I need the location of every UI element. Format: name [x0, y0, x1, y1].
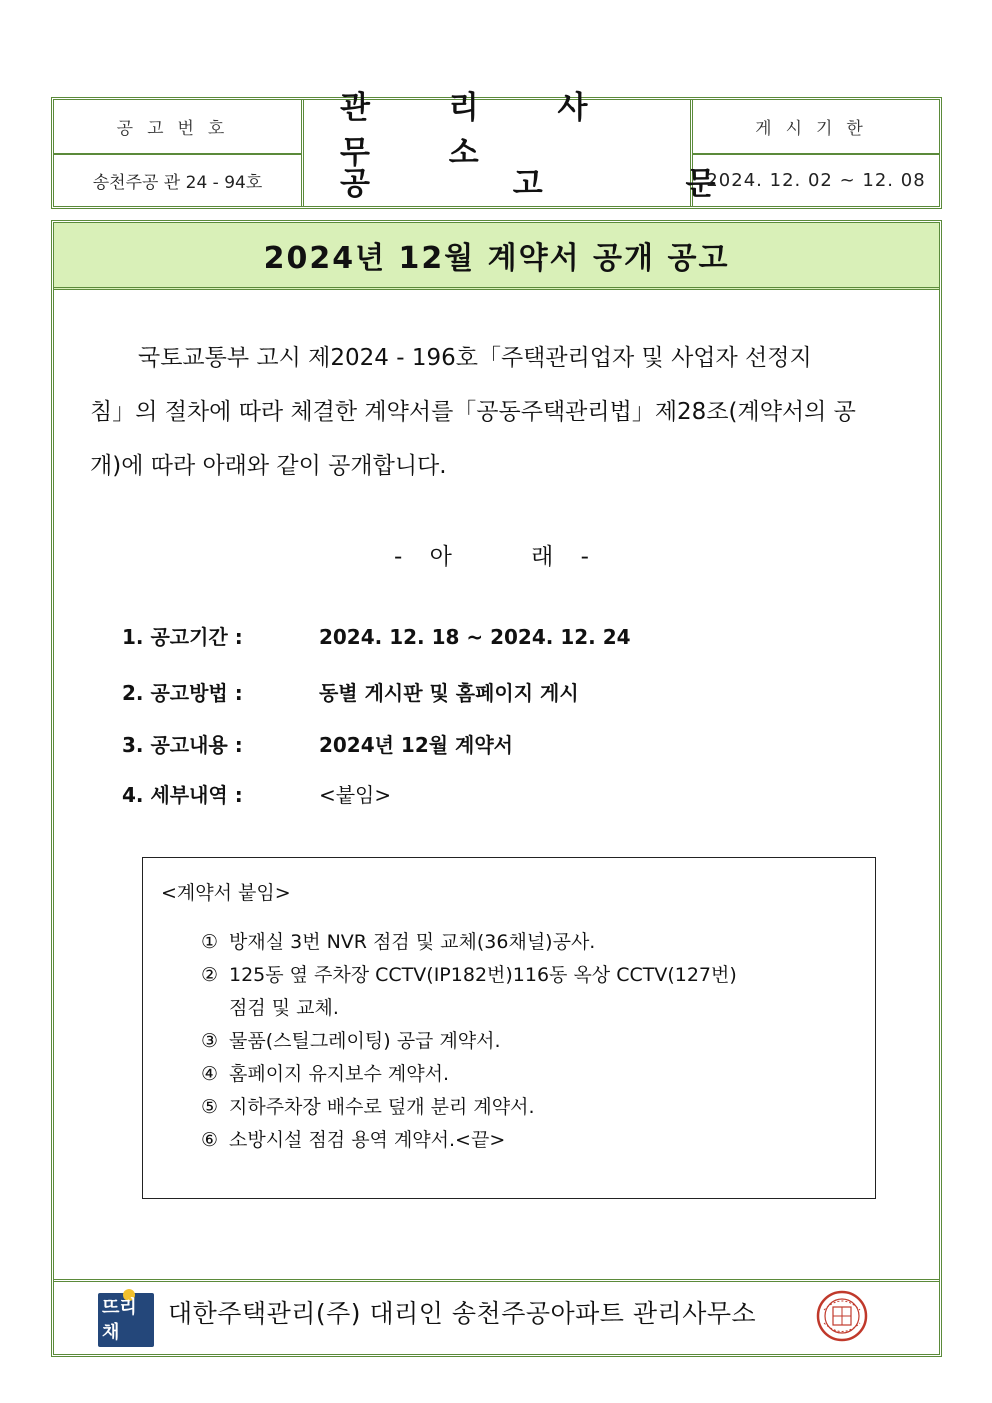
list-item	[201, 959, 737, 992]
notice-number: 송천주공 관 24 - 94호	[92, 173, 263, 193]
item-value: <붙임>	[318, 783, 392, 807]
list-text: 점검 및 교체.	[229, 997, 339, 1019]
footer	[54, 1279, 939, 1354]
list-marker: ③	[201, 1030, 219, 1052]
official-seal-icon	[816, 1290, 868, 1342]
company-logo-icon	[98, 1293, 154, 1347]
office-title-line2: 공 고 문	[340, 165, 750, 202]
attachment-box	[142, 857, 876, 1199]
list-item	[201, 1124, 737, 1157]
list-text: 지하주차장 배수로 덮개 분리 계약서.	[229, 1096, 535, 1118]
list-item-continuation	[201, 992, 737, 1025]
list-item	[201, 926, 737, 959]
office-title-line1: 관 리 사 무 소	[340, 90, 622, 171]
item-label: 1. 공고기간 :	[122, 625, 243, 649]
body-line-2: 침」의 절차에 따라 체결한 계약서를「공동주택관리법」제28조(계약서의 공	[90, 399, 856, 425]
attachment-title: <계약서 붙임>	[161, 882, 291, 904]
item-value: 동별 게시판 및 홈페이지 게시	[318, 681, 579, 705]
notice-number-label: 공고번호	[116, 119, 239, 139]
list-text: 방재실 3번 NVR 점검 및 교체(36채널)공사.	[229, 931, 596, 953]
item-label: 2. 공고방법 :	[122, 681, 243, 705]
posting-period: 2024. 12. 02 ~ 12. 08	[706, 170, 926, 191]
body-line-3: 개)에 따라 아래와 같이 공개합니다.	[90, 453, 447, 479]
logo-text: 뜨리채	[102, 1297, 137, 1343]
list-marker: ④	[201, 1063, 219, 1085]
item-label: 3. 공고내용 :	[122, 733, 243, 757]
below-heading: - 아 래 -	[394, 544, 599, 570]
item-value: 2024년 12월 계약서	[318, 733, 513, 757]
list-marker: ②	[201, 964, 219, 986]
notice-frame	[51, 220, 942, 1357]
body-line-1: 국토교통부 고시 제2024 - 196호「주택관리업자 및 사업자 선정지	[138, 345, 812, 371]
list-text: 소방시설 점검 용역 계약서.<끝>	[229, 1129, 506, 1151]
list-marker: ⑥	[201, 1129, 219, 1151]
item-method	[122, 677, 579, 706]
list-item	[201, 1025, 737, 1058]
list-item	[201, 1058, 737, 1091]
list-text: 물품(스틸그레이팅) 공급 계약서.	[229, 1030, 501, 1052]
header-table	[51, 90, 942, 209]
item-details	[122, 779, 391, 808]
list-text: 125동 옆 주차장 CCTV(IP182번)116동 옥상 CCTV(127번)	[229, 964, 737, 986]
body-paragraph	[90, 328, 910, 496]
list-text: 홈페이지 유지보수 계약서.	[229, 1063, 450, 1085]
item-value: 2024. 12. 18 ~ 2024. 12. 24	[318, 625, 631, 649]
list-marker: ⑤	[201, 1096, 219, 1118]
list-item	[201, 1091, 737, 1124]
list-marker: ①	[201, 931, 219, 953]
item-content	[122, 729, 513, 758]
posting-period-label: 게시기한	[755, 119, 877, 139]
attachment-list	[201, 926, 737, 1157]
item-period	[122, 621, 631, 650]
item-label: 4. 세부내역 :	[122, 783, 243, 807]
notice-title: 2024년 12월 계약서 공개 공고	[54, 223, 939, 290]
footer-issuer: 대한주택관리(주) 대리인 송천주공아파트 관리사무소	[168, 1299, 757, 1328]
